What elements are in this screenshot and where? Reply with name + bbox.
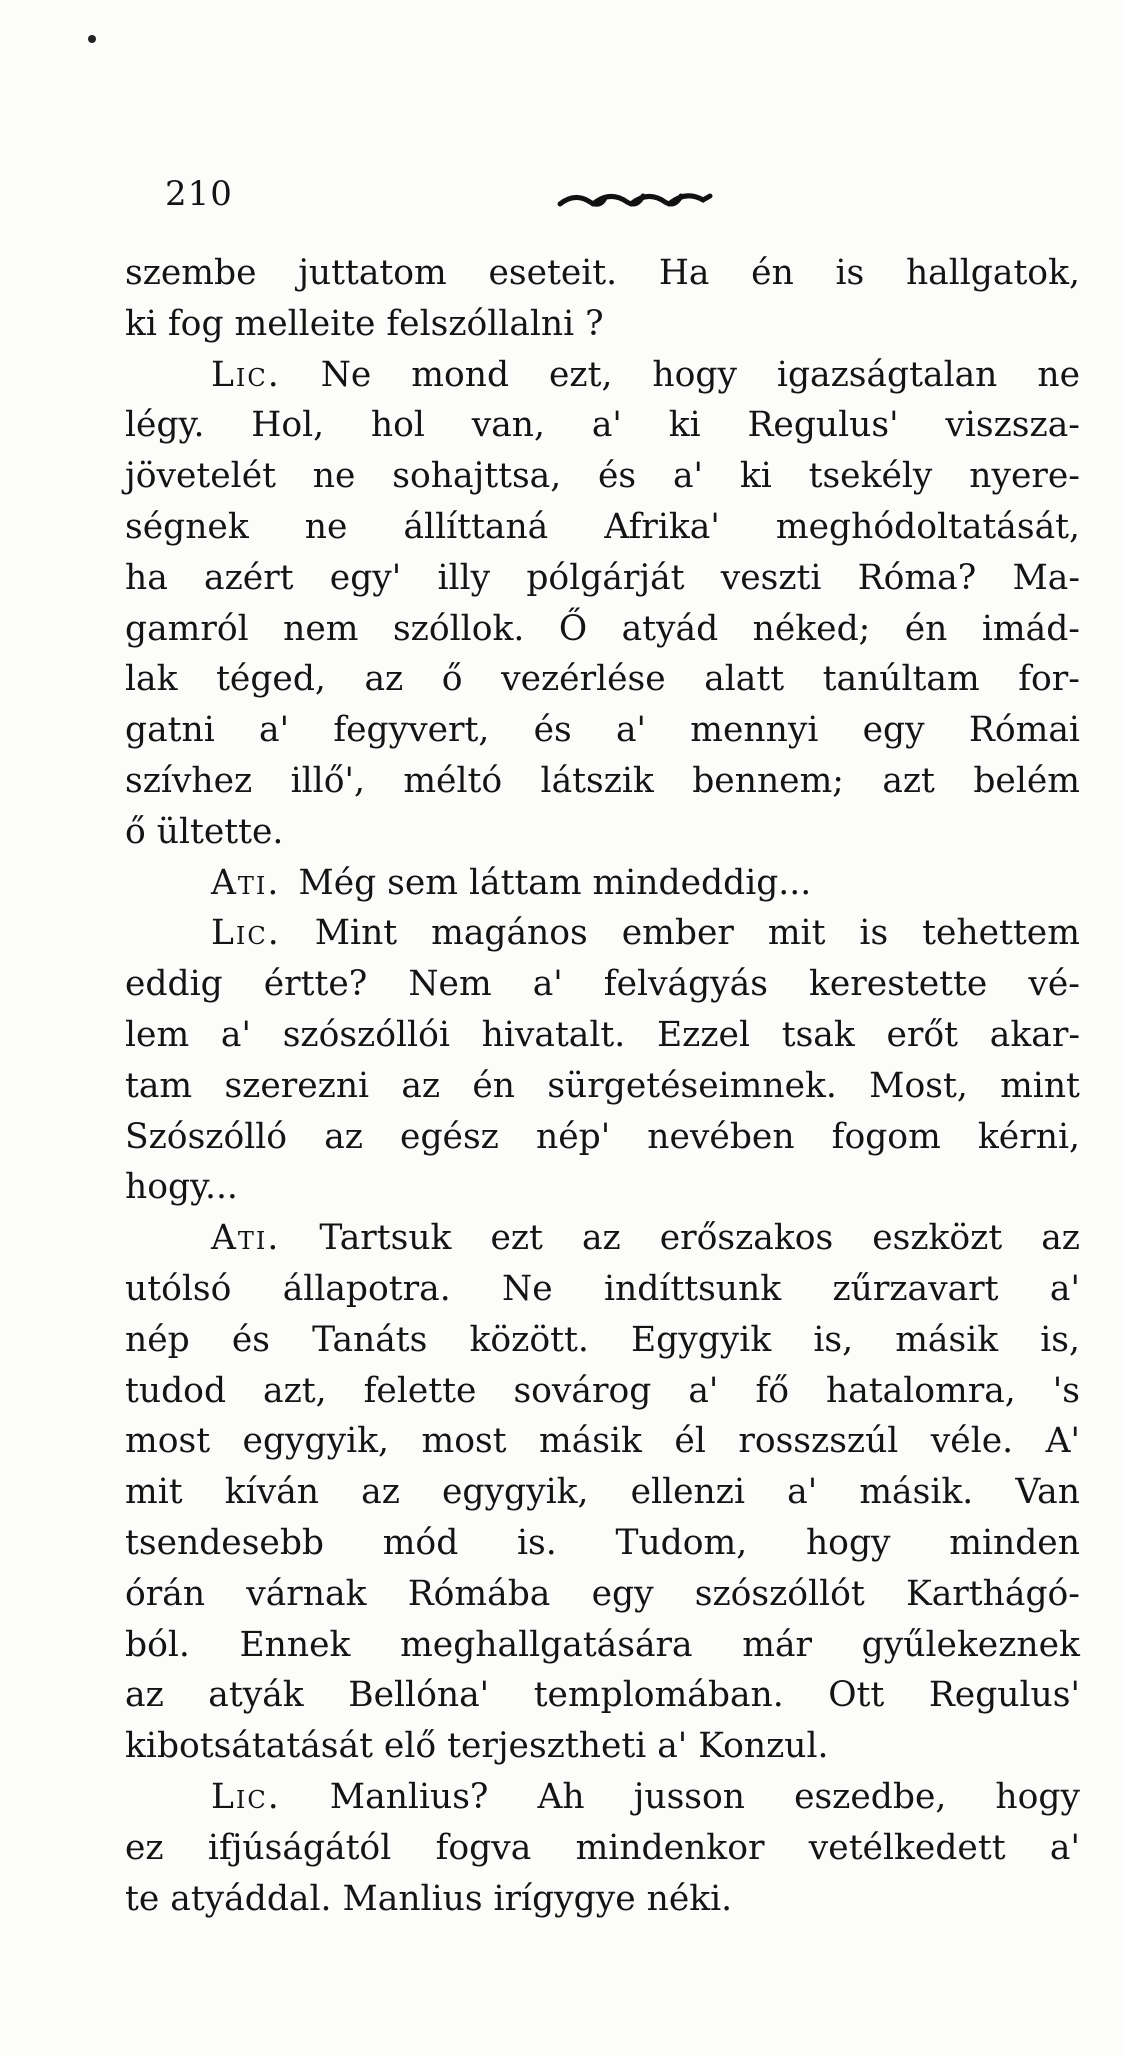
text-line <box>125 1315 1080 1366</box>
word: fő <box>755 1370 789 1411</box>
word: bennem; <box>692 760 844 801</box>
word: is, <box>1040 1319 1080 1360</box>
word: imád- <box>981 608 1080 649</box>
word: ha <box>125 557 168 598</box>
word: most <box>125 1421 211 1462</box>
word: fogom <box>831 1116 941 1157</box>
text-line <box>125 959 1080 1010</box>
word: is <box>835 253 865 293</box>
text-line <box>125 604 1080 655</box>
word: a' <box>220 1014 251 1055</box>
word: erőszakos <box>659 1218 834 1259</box>
word: fogva <box>435 1827 532 1868</box>
word: ellenzi <box>630 1472 745 1513</box>
word: ne <box>312 456 356 497</box>
word: a' <box>259 710 290 751</box>
word: azt, <box>263 1370 327 1411</box>
word: is <box>859 913 889 954</box>
word: Afrika' <box>604 506 720 547</box>
text-line <box>125 1569 1080 1620</box>
word: felette <box>363 1370 477 1411</box>
word: szívhez <box>125 760 253 801</box>
word: órán <box>125 1573 206 1614</box>
word: meghallgatására <box>400 1624 693 1665</box>
word: Nem <box>408 964 492 1005</box>
word: Karthágó- <box>905 1573 1080 1614</box>
text-line <box>125 1721 1080 1772</box>
word: én <box>472 1065 516 1106</box>
word: zűrzavart <box>832 1268 999 1309</box>
word: és <box>533 710 572 751</box>
word: másik <box>539 1421 642 1462</box>
speaker-label: Ati. <box>211 862 281 903</box>
word: 's <box>1052 1370 1080 1411</box>
word: állíttaná <box>403 506 549 547</box>
word: Ott <box>828 1675 885 1716</box>
word: kérni, <box>977 1116 1080 1157</box>
word: ki <box>668 405 701 446</box>
word: A' <box>1045 1421 1080 1462</box>
word: ifjúságától <box>207 1827 392 1868</box>
word: Ennek <box>239 1624 351 1665</box>
word: fegyvert, <box>333 710 490 751</box>
word: indíttsunk <box>603 1268 782 1309</box>
word: mint <box>1000 1065 1080 1106</box>
text-line <box>125 502 1080 553</box>
word: illy <box>437 557 491 598</box>
word: ez <box>125 1827 164 1868</box>
page-header <box>130 170 1064 230</box>
text-line <box>125 1010 1080 1061</box>
text-line <box>125 858 1080 909</box>
word: ségnek <box>125 506 249 547</box>
word: az <box>361 1472 400 1513</box>
word: már <box>742 1624 813 1665</box>
word: egy <box>862 710 925 751</box>
text-line <box>125 1213 1080 1264</box>
word: az <box>401 1065 441 1106</box>
word: szószóllót <box>694 1573 865 1614</box>
word: Ő <box>558 608 588 649</box>
word: nép' <box>535 1116 611 1157</box>
speaker-label: Ati. <box>211 1218 281 1259</box>
text-line <box>125 451 1080 502</box>
word: az <box>581 1218 621 1259</box>
printer-ornament-icon <box>555 174 715 214</box>
word: nép <box>125 1319 190 1360</box>
text-line <box>125 756 1080 807</box>
word: illő', <box>290 760 365 801</box>
word: Tanáts <box>312 1319 428 1360</box>
word: hatalomra, <box>826 1370 1016 1411</box>
line-text: hogy... <box>125 1167 238 1208</box>
word: meghódoltatását, <box>775 506 1080 547</box>
word: Ne <box>502 1268 553 1309</box>
word: méltó <box>403 760 503 801</box>
word: a' <box>532 964 563 1005</box>
word: a' <box>787 1472 818 1513</box>
word: Hol, <box>251 405 325 446</box>
word: egész <box>400 1116 499 1157</box>
word: felvágyás <box>603 964 768 1005</box>
word: tsak <box>781 1014 855 1055</box>
word: ne <box>304 506 348 547</box>
word: nyere- <box>969 456 1080 497</box>
word: vetélkedett <box>808 1827 1006 1868</box>
word: másik <box>895 1319 999 1360</box>
text-line <box>125 1366 1080 1417</box>
word: a' <box>615 710 647 751</box>
word: erőt <box>886 1014 959 1055</box>
word: eszközt <box>872 1218 1003 1259</box>
word: mód <box>382 1522 459 1563</box>
word: sovárog <box>513 1370 652 1411</box>
word: értte? <box>263 964 368 1005</box>
word: állapotra. <box>282 1268 451 1309</box>
word: mond <box>411 354 510 395</box>
word: pólgárját <box>526 557 685 598</box>
word: Tartsuk <box>319 1218 452 1259</box>
word: tehettem <box>922 913 1080 954</box>
word: hogy <box>995 1776 1080 1817</box>
speaker-label: Lic. <box>211 1776 281 1817</box>
word: eszedbe, <box>794 1776 947 1817</box>
word: atyák <box>208 1675 304 1716</box>
word: Rómába <box>407 1573 551 1614</box>
word: lem <box>125 1014 190 1055</box>
word: és <box>598 456 637 497</box>
word: igazságtalan <box>776 354 998 395</box>
word: között. <box>469 1319 589 1360</box>
text-line <box>125 1061 1080 1112</box>
word: utólsó <box>125 1268 232 1309</box>
text-line <box>125 1518 1080 1569</box>
word: várnak <box>246 1573 367 1614</box>
word: magános <box>431 913 588 954</box>
ink-speck <box>88 35 96 43</box>
word: Regulus' <box>928 1675 1080 1716</box>
word: jövetelét <box>125 456 276 497</box>
word: ezt, <box>549 354 613 395</box>
word: Ezzel <box>656 1014 750 1055</box>
word: sürgetéseimnek. <box>547 1065 837 1106</box>
word: ne <box>1037 354 1080 395</box>
word: szószóllói <box>282 1014 450 1055</box>
word: azért <box>204 557 294 598</box>
word: juttatom <box>298 253 447 293</box>
word: belém <box>973 760 1080 801</box>
text-line <box>125 1416 1080 1467</box>
text-line <box>125 1823 1080 1874</box>
text-line <box>125 1620 1080 1671</box>
word: a' <box>672 456 703 497</box>
text-line <box>125 908 1080 959</box>
speaker-label: Lic. <box>211 913 281 954</box>
text-line <box>125 1112 1080 1163</box>
word: is, <box>813 1319 854 1360</box>
word: Ne <box>320 354 372 395</box>
word: ki <box>739 456 772 497</box>
word: Most, <box>869 1065 968 1106</box>
word: gyűlekeznek <box>861 1624 1080 1665</box>
word: vezérlése <box>501 659 666 700</box>
text-line <box>125 1874 1080 1925</box>
word: tam <box>125 1065 193 1106</box>
word: Róma? <box>857 557 977 598</box>
word: hogy <box>805 1522 891 1563</box>
word: eddig <box>125 964 223 1005</box>
word: és <box>231 1319 270 1360</box>
word: nem <box>283 608 359 649</box>
word: én <box>751 253 794 293</box>
word: téged, <box>216 659 326 700</box>
text-line <box>125 654 1080 705</box>
word: tsekély <box>808 456 933 497</box>
word: Bellóna' <box>348 1675 490 1716</box>
word: veszti <box>720 557 822 598</box>
word: azt <box>882 760 935 801</box>
word: most <box>421 1421 507 1462</box>
word: Szószólló <box>125 1116 288 1157</box>
word: akar- <box>989 1014 1080 1055</box>
word: hallgatok, <box>905 253 1080 293</box>
text-line <box>125 248 1080 299</box>
line-text: Még sem láttam mindeddig... <box>298 862 812 903</box>
word: ember <box>621 913 734 954</box>
line-text: ő ültette. <box>125 811 284 852</box>
text-line <box>125 1264 1080 1315</box>
text-line <box>125 1772 1080 1823</box>
word: a' <box>1049 1268 1080 1309</box>
word: egygyik, <box>442 1472 589 1513</box>
speaker-label: Lic. <box>211 354 281 395</box>
word: rosszszúl <box>738 1421 899 1462</box>
page-text <box>125 248 1080 1924</box>
word: Egygyik <box>630 1319 772 1360</box>
word: Tudom, <box>615 1522 748 1563</box>
word: Van <box>1015 1472 1080 1513</box>
text-line <box>125 1162 1080 1213</box>
word: a' <box>688 1370 719 1411</box>
word: egygyik, <box>242 1421 390 1462</box>
word: Manlius? <box>329 1776 489 1817</box>
word: szóllok. <box>392 608 525 649</box>
word: hivatalt. <box>481 1014 626 1055</box>
word: véle. <box>930 1421 1014 1462</box>
page-number: 210 <box>165 174 233 214</box>
word: egy <box>591 1573 654 1614</box>
word: Ma- <box>1012 557 1080 598</box>
word: a' <box>1049 1827 1080 1868</box>
word: sohajttsa, <box>392 456 562 497</box>
word: Regulus' <box>747 405 899 446</box>
word: hogy <box>652 354 737 395</box>
word: hol <box>370 405 425 446</box>
word: szembe <box>125 253 257 293</box>
word: van, <box>471 405 545 446</box>
word: él <box>674 1421 706 1462</box>
word: ő <box>441 659 463 700</box>
word: minden <box>949 1522 1080 1563</box>
word: légy. <box>125 405 205 446</box>
text-line <box>125 553 1080 604</box>
word: tsendesebb <box>125 1522 324 1563</box>
word: ból. <box>125 1624 190 1665</box>
word: egy' <box>329 557 402 598</box>
word: látszik <box>540 760 654 801</box>
word: szerezni <box>224 1065 370 1106</box>
word: mindenkor <box>575 1827 765 1868</box>
word: for- <box>1018 659 1080 700</box>
word: ezt <box>490 1218 543 1259</box>
line-text: kibotsátatását elő terjesztheti a' Konzul. <box>125 1726 829 1767</box>
text-line <box>125 705 1080 756</box>
word: az <box>364 659 404 700</box>
text-line <box>125 807 1080 858</box>
word: kerestette <box>808 964 988 1005</box>
word: gatni <box>125 710 215 751</box>
word: az <box>324 1116 363 1157</box>
text-line <box>125 1670 1080 1721</box>
word: atyád <box>621 608 719 649</box>
text-line <box>125 299 1080 350</box>
word: tudod <box>125 1370 227 1411</box>
word: lak <box>125 659 178 700</box>
word: gamról <box>125 608 249 649</box>
word: Római <box>968 710 1080 751</box>
line-text: te atyáddal. Manlius irígygye néki. <box>125 1878 733 1919</box>
word: néked; <box>752 608 871 649</box>
word: kíván <box>224 1472 319 1513</box>
word: is. <box>517 1522 557 1563</box>
word: az <box>125 1675 164 1716</box>
word: a' <box>591 405 622 446</box>
word: Mint <box>314 913 398 954</box>
word: Ha <box>658 253 710 293</box>
word: templomában. <box>533 1675 784 1716</box>
word: én <box>904 608 948 649</box>
word: mit <box>125 1472 183 1513</box>
word: mit <box>767 913 826 954</box>
word: az <box>1041 1218 1080 1259</box>
text-line <box>125 350 1080 401</box>
word: jusson <box>633 1776 745 1817</box>
word: Ah <box>537 1776 585 1817</box>
text-line <box>125 400 1080 451</box>
word: eseteit. <box>488 253 618 293</box>
word: nevében <box>647 1116 795 1157</box>
word: másik. <box>859 1472 974 1513</box>
line-text: ki fog melleite felszóllalni ? <box>125 303 604 344</box>
word: vé- <box>1028 964 1080 1005</box>
text-line <box>125 1467 1080 1518</box>
word: viszsza- <box>945 405 1080 446</box>
word: tanúltam <box>822 659 980 700</box>
word: alatt <box>704 659 785 700</box>
word: mennyi <box>690 710 819 751</box>
